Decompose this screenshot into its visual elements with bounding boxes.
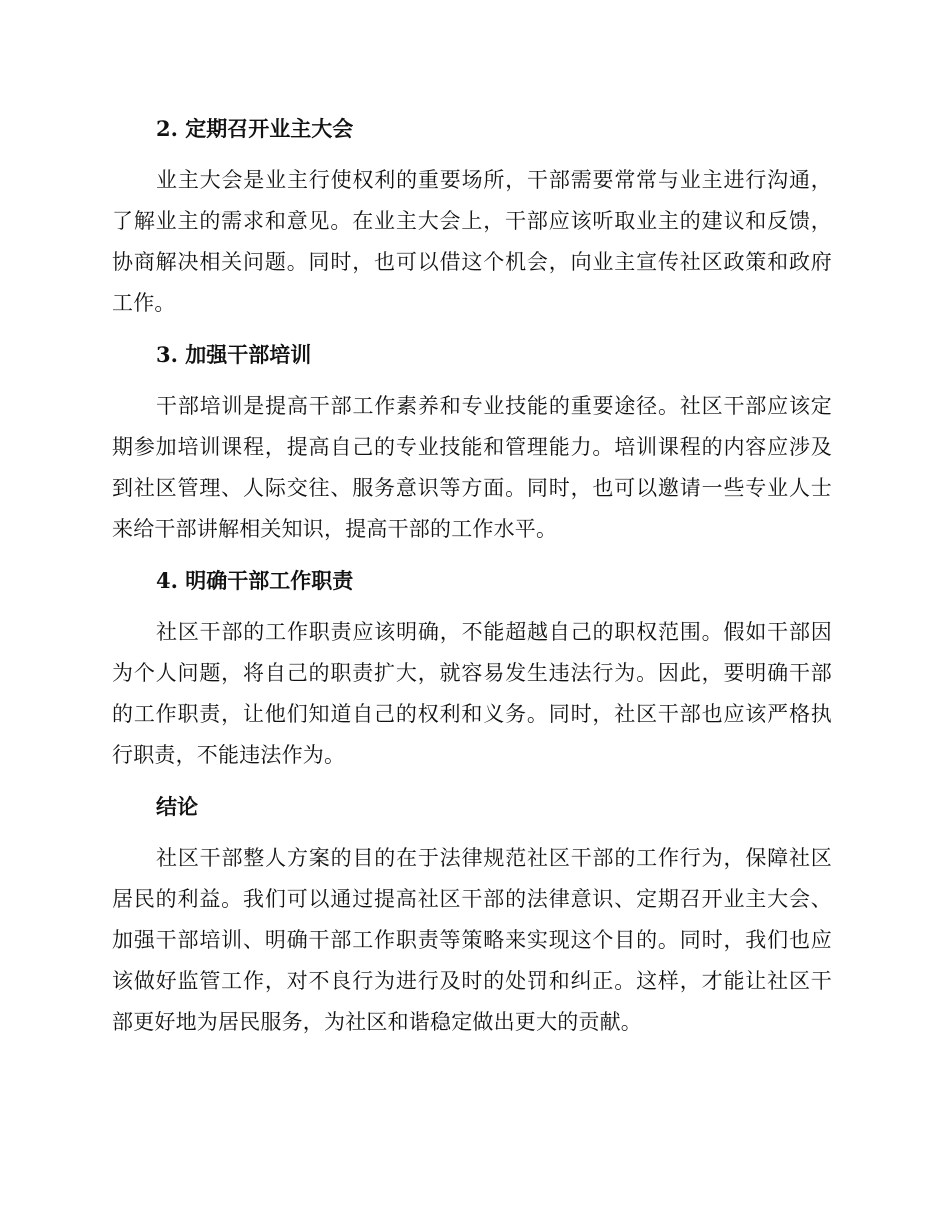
section-paragraph: 业主大会是业主行使权利的重要场所，干部需要常常与业主进行沟通，了解业主的需求和意见。在业主大会上，干部应该听取业主的建议和反馈，协商解决相关问题。同时，也可以借这个机会，向业主宣传社区政策和政府工作。 [112,168,832,315]
section-cadre-training [112,338,832,550]
section-cadre-duties [112,564,832,776]
section-heading: 3. 加强干部培训 [156,342,312,367]
section-heading: 4. 明确干部工作职责 [156,568,354,593]
section-paragraph: 干部培训是提高干部工作素养和专业技能的重要途径。社区干部应该定期参加培训课程，提高自己的专业技能和管理能力。培训课程的内容应涉及到社区管理、人际交往、服务意识等方面。同时，也可以邀请一些专业人士来给干部讲解相关知识，提高干部的工作水平。 [112,394,832,541]
section-heading: 结论 [156,794,198,819]
section-heading: 2. 定期召开业主大会 [156,116,354,141]
section-paragraph: 社区干部整人方案的目的在于法律规范社区干部的工作行为，保障社区居民的利益。我们可以通过提高社区干部的法律意识、定期召开业主大会、加强干部培训、明确干部工作职责等策略来实现这个目的。同时，我们也应该做好监管工作，对不良行为进行及时的处罚和纠正。这样，才能让社区干部更好地为居民服务，为社区和谐稳定做出更大的贡献。 [112,846,832,1034]
section-conclusion [112,790,832,1043]
section-owners-meeting [112,112,832,324]
section-paragraph: 社区干部的工作职责应该明确，不能超越自己的职权范围。假如干部因为个人问题，将自己的职责扩大，就容易发生违法行为。因此，要明确干部的工作职责，让他们知道自己的权利和义务。同时，社区干部也应该严格执行职责，不能违法作为。 [112,620,832,767]
document-body [112,112,832,1057]
